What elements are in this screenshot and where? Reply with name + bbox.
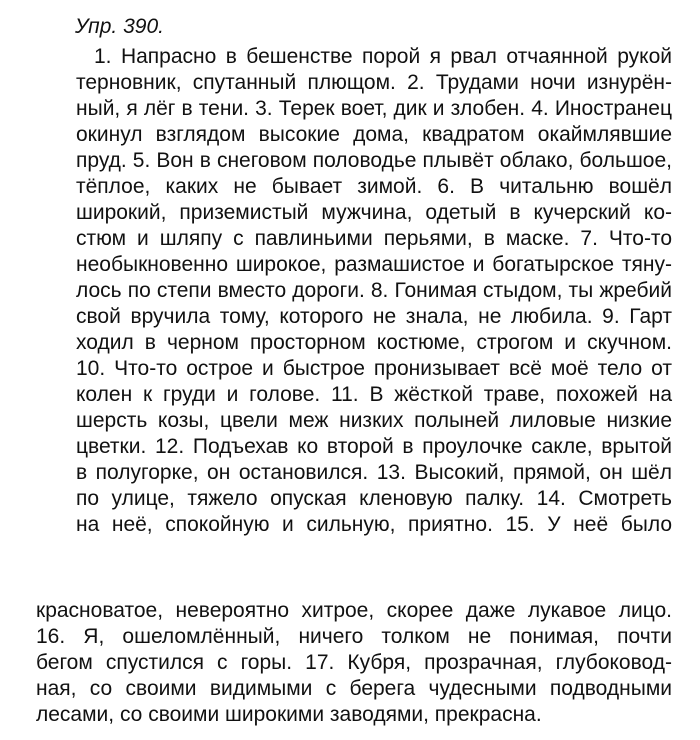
exercise-title: Упр. 390. [75,15,164,38]
text-line: окинул взглядом высокие дома, квадратом окаймлявшие [76,123,672,146]
text-line: цветки. 12. Подъехав ко второй в проулочке сакле, врытой [76,435,672,458]
text-line: шерсть козы, цвели меж низких полыней лиловые низкие [76,409,672,432]
text-line: лось по степи вместо дороги. 8. Гонимая стыдом, ты жребий [76,279,672,302]
text-line: 16. Я, ошеломлённый, ничего толком не понимая, почти [36,625,672,648]
text-line: ный, я лёг в тени. 3. Терек воет, дик и злобен. 4. Иностранец [76,97,672,120]
text-line: 1. Напрасно в бешенстве порой я рвал отчаянной рукой [94,45,672,68]
text-line: на неё, спокойную и сильную, приятно. 15. У неё было [76,513,672,536]
text-line: в полугорке, он остановился. 13. Высокий, прямой, он шёл [76,461,672,484]
text-line: ходил в черном просторном костюме, строгом и скучном. [76,331,672,354]
text-line: ная, со своими видимыми с берега чудесными подводными [36,677,672,700]
text-line: колен к груди и голове. 11. В жёсткой траве, похожей на [76,383,672,406]
text-line: свой вручила тому, которого не знала, не любила. 9. Гарт [76,305,672,328]
text-line: красноватое, невероятно хитрое, скорее даже лукавое лицо. [36,599,672,622]
text-line: пруд. 5. Вон в снеговом половодье плывёт облако, большое, [76,149,672,172]
text-line: стюм и шляпу с павлиньими перьями, в маске. 7. Что-то [76,227,672,250]
text-line: бегом спустился с горы. 17. Кубря, прозрачная, глубоковод- [36,651,672,674]
text-line: широкий, приземистый мужчина, одетый в кучерский ко- [76,201,672,224]
text-line: терновник, спутанный плющом. 2. Трудами ночи изнурён- [76,71,672,94]
text-line: тёплое, каких не бывает зимой. 6. В читальню вошёл [76,175,672,198]
text-line: необыкновенно широкое, размашистое и богатырское тяну- [76,253,672,276]
text-line: 10. Что-то острое и быстрое пронизывает всё моё тело от [76,357,672,380]
text-line: лесами, со своими широкими заводями, прекрасна. [36,703,542,726]
text-line: по улице, тяжело опуская кленовую палку. 14. Смотреть [76,487,672,510]
